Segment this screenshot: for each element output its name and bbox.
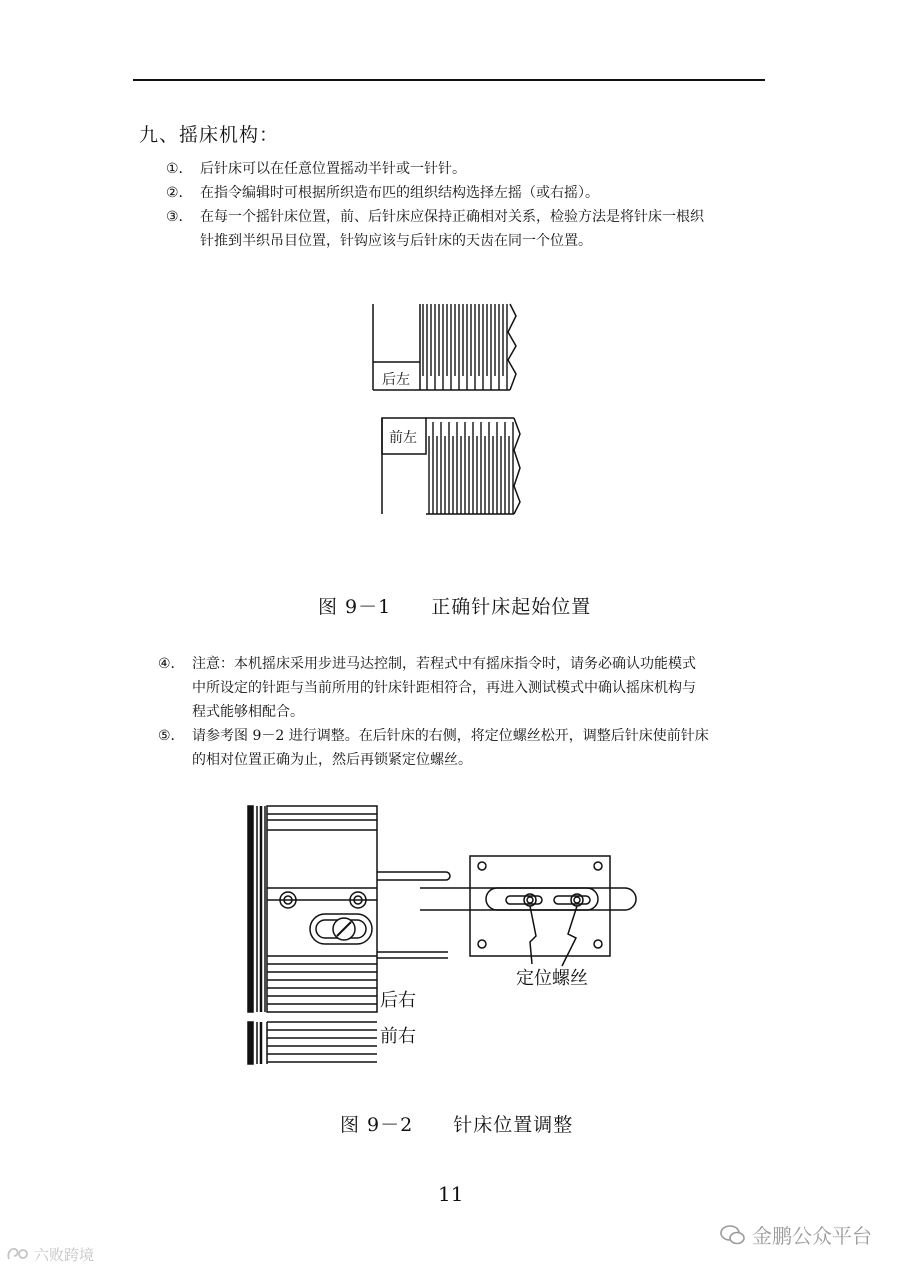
item-text-line: 中所设定的针距与当前所用的针床针距相符合，再进入测试模式中确认摇床机构与 bbox=[192, 680, 696, 696]
item-text-line: 注意：本机摇床采用步进马达控制，若程式中有摇床指令时，请务必确认功能模式 bbox=[192, 656, 696, 672]
item-text-line: 请参考图 9－2 进行调整。在后针床的右侧，将定位螺丝松开，调整后针床使前针床 bbox=[192, 728, 709, 744]
label-front-left: 前左 bbox=[389, 430, 417, 446]
item-marker: ④． bbox=[158, 656, 185, 672]
caption-text: 正确针床起始位置 bbox=[431, 596, 592, 618]
figure-9-2 bbox=[240, 796, 640, 1068]
item-text-line: 的相对位置正确为止，然后再锁紧定位螺丝。 bbox=[192, 752, 472, 768]
list-item-4 bbox=[158, 652, 768, 724]
figure-9-2-caption bbox=[340, 1110, 573, 1137]
item-text-line: 程式能够相配合。 bbox=[192, 704, 304, 720]
header-rule bbox=[133, 79, 765, 81]
list-item-5 bbox=[158, 724, 768, 772]
item-text: 在指令编辑时可根据所织造布匹的组织结构选择左摇（或右摇）。 bbox=[200, 185, 599, 201]
figure-9-1-drawing bbox=[360, 296, 530, 521]
item-marker: ①． bbox=[166, 161, 193, 177]
item-marker: ②． bbox=[166, 185, 193, 201]
watermark-left bbox=[6, 1244, 94, 1266]
item-text-line: 针推到半织吊目位置，针钩应该与后针床的天齿在同一个位置。 bbox=[200, 233, 592, 249]
watermark-right bbox=[720, 1220, 872, 1251]
list-item-1 bbox=[166, 157, 466, 181]
label-front-right: 前右 bbox=[380, 1026, 416, 1047]
caption-number: 图 9－1 bbox=[318, 596, 392, 618]
wechat-icon bbox=[720, 1224, 746, 1251]
figure-9-1-caption bbox=[318, 592, 591, 619]
item-text-line: 在每一个摇针床位置，前、后针床应保持正确相对关系，检验方法是将针床一根织 bbox=[200, 209, 704, 225]
item-marker: ⑤． bbox=[158, 728, 185, 744]
watermark-text: 金鹏公众平台 bbox=[752, 1224, 872, 1248]
section-title: 九、摇床机构： bbox=[139, 124, 280, 146]
label-back-right: 后右 bbox=[380, 990, 416, 1011]
figure-9-2-drawing bbox=[240, 796, 640, 1068]
caption-text: 针床位置调整 bbox=[453, 1114, 574, 1136]
list-item-3 bbox=[166, 205, 766, 253]
label-back-left: 后左 bbox=[382, 372, 410, 388]
list-item-2 bbox=[166, 181, 599, 205]
figure-9-1 bbox=[360, 296, 530, 521]
watermark-text: 六败跨境 bbox=[34, 1246, 95, 1264]
item-marker: ③． bbox=[166, 209, 193, 225]
page-number: 11 bbox=[438, 1182, 464, 1206]
caption-number: 图 9－2 bbox=[340, 1114, 414, 1136]
brand-logo-icon bbox=[6, 1246, 28, 1266]
item-text: 后针床可以在任意位置摇动半针或一针针。 bbox=[200, 161, 466, 177]
label-locating-screw: 定位螺丝 bbox=[516, 968, 588, 989]
